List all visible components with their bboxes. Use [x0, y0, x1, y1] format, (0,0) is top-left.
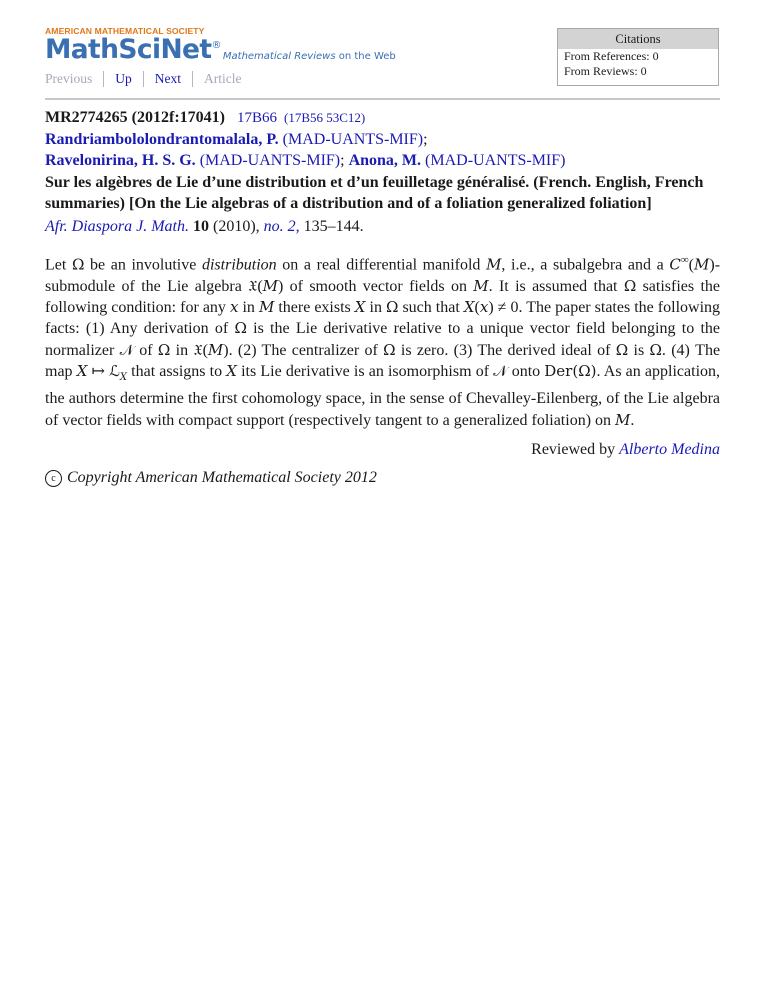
- author-link[interactable]: Randriambololondrantomalala, P.: [45, 131, 279, 148]
- nav-up-link[interactable]: Up: [104, 71, 144, 87]
- page: [45, 26, 721, 486]
- publisher-name: AMERICAN MATHEMATICAL SOCIETY: [45, 26, 205, 36]
- journal-citation: [45, 216, 720, 237]
- primary-classification-link[interactable]: 17B66: [236, 110, 277, 126]
- citations-title: Citations: [558, 29, 718, 49]
- header: [45, 26, 720, 98]
- author-line-2: Ravelonirina, H. S. G. (MAD-UANTS-MIF); Anona, M. (MAD-UANTS-MIF): [45, 152, 566, 169]
- nav-previous: Previous: [45, 71, 104, 87]
- journal-pages: 135–144.: [303, 218, 364, 235]
- reviewer-line: Reviewed by Alberto Medina: [531, 441, 720, 458]
- citations-from-references: From References: 0: [564, 49, 659, 63]
- reviewer-link[interactable]: Alberto Medina: [619, 441, 720, 458]
- header-divider: [45, 98, 720, 100]
- affiliation-link[interactable]: (MAD-UANTS-MIF): [199, 152, 341, 169]
- brand-name: MathSciNet®: [45, 34, 221, 65]
- affiliation-link[interactable]: (MAD-UANTS-MIF): [425, 152, 566, 169]
- nav-article: Article: [204, 71, 242, 86]
- record-header: [45, 107, 720, 237]
- mr-number: MR2774265 (2012f:17041): [45, 109, 225, 126]
- citations-from-reviews: From Reviews: 0: [564, 64, 647, 78]
- tagline: Mathematical Reviews on the Web: [222, 51, 396, 62]
- journal-volume: 10: [193, 218, 209, 235]
- article-title: Sur les algèbres de Lie d’une distribution et d’un feuilletage généralisé. (French. English, French summaries) [On the Lie algebras of a distribution and of a foliation generalized foliation]: [45, 174, 704, 212]
- record-navigation: [45, 71, 252, 87]
- copyright-line: c Copyright American Mathematical Society 2012: [45, 467, 720, 488]
- issue-link[interactable]: no. 2,: [263, 218, 300, 235]
- author-link[interactable]: Anona, M.: [348, 152, 422, 169]
- author-line-1: Randriambololondrantomalala, P. (MAD-UANTS-MIF);: [45, 131, 428, 148]
- nav-next-link[interactable]: Next: [144, 71, 193, 87]
- citations-box: [557, 28, 719, 86]
- author-link[interactable]: Ravelonirina, H. S. G.: [45, 152, 196, 169]
- affiliation-link[interactable]: (MAD-UANTS-MIF): [282, 131, 424, 148]
- mathscinet-logo[interactable]: [45, 26, 396, 64]
- journal-year: (2010),: [213, 218, 260, 235]
- copyright-icon: c: [45, 470, 62, 487]
- secondary-classification-link[interactable]: (17B56 53C12): [283, 110, 366, 125]
- journal-link[interactable]: Afr. Diaspora J. Math.: [45, 218, 189, 235]
- review-text: Let Ω be an involutive distribution on a real differential manifold M, i.e., a subalgebra and a C∞(M)-submodule of the Lie algebra 𝔛(M) of smooth vector fields on M. It is assumed that Ω satisfies the following condition: for any x in M there exists X in Ω such that X(x) ≠ 0. The paper states the following facts: (1) Any derivation of Ω is the Lie derivative relative to a unique vector field belonging to the normalizer 𝒩 of Ω in 𝔛(M). (2) The centralizer of Ω is zero. (3) The derived ideal of Ω is Ω. (4) The map X ↦ ℒ$_X$ that assigns to X its Lie derivative is an isomorphism of 𝒩 onto Der(Ω). As an application, the authors determine the first cohomology space, in the sense of Chevalley-Eilenberg, of the Lie algebra of vector fields with compact support (respectively tangent to a generalized foliation) on M.: [45, 254, 721, 429]
